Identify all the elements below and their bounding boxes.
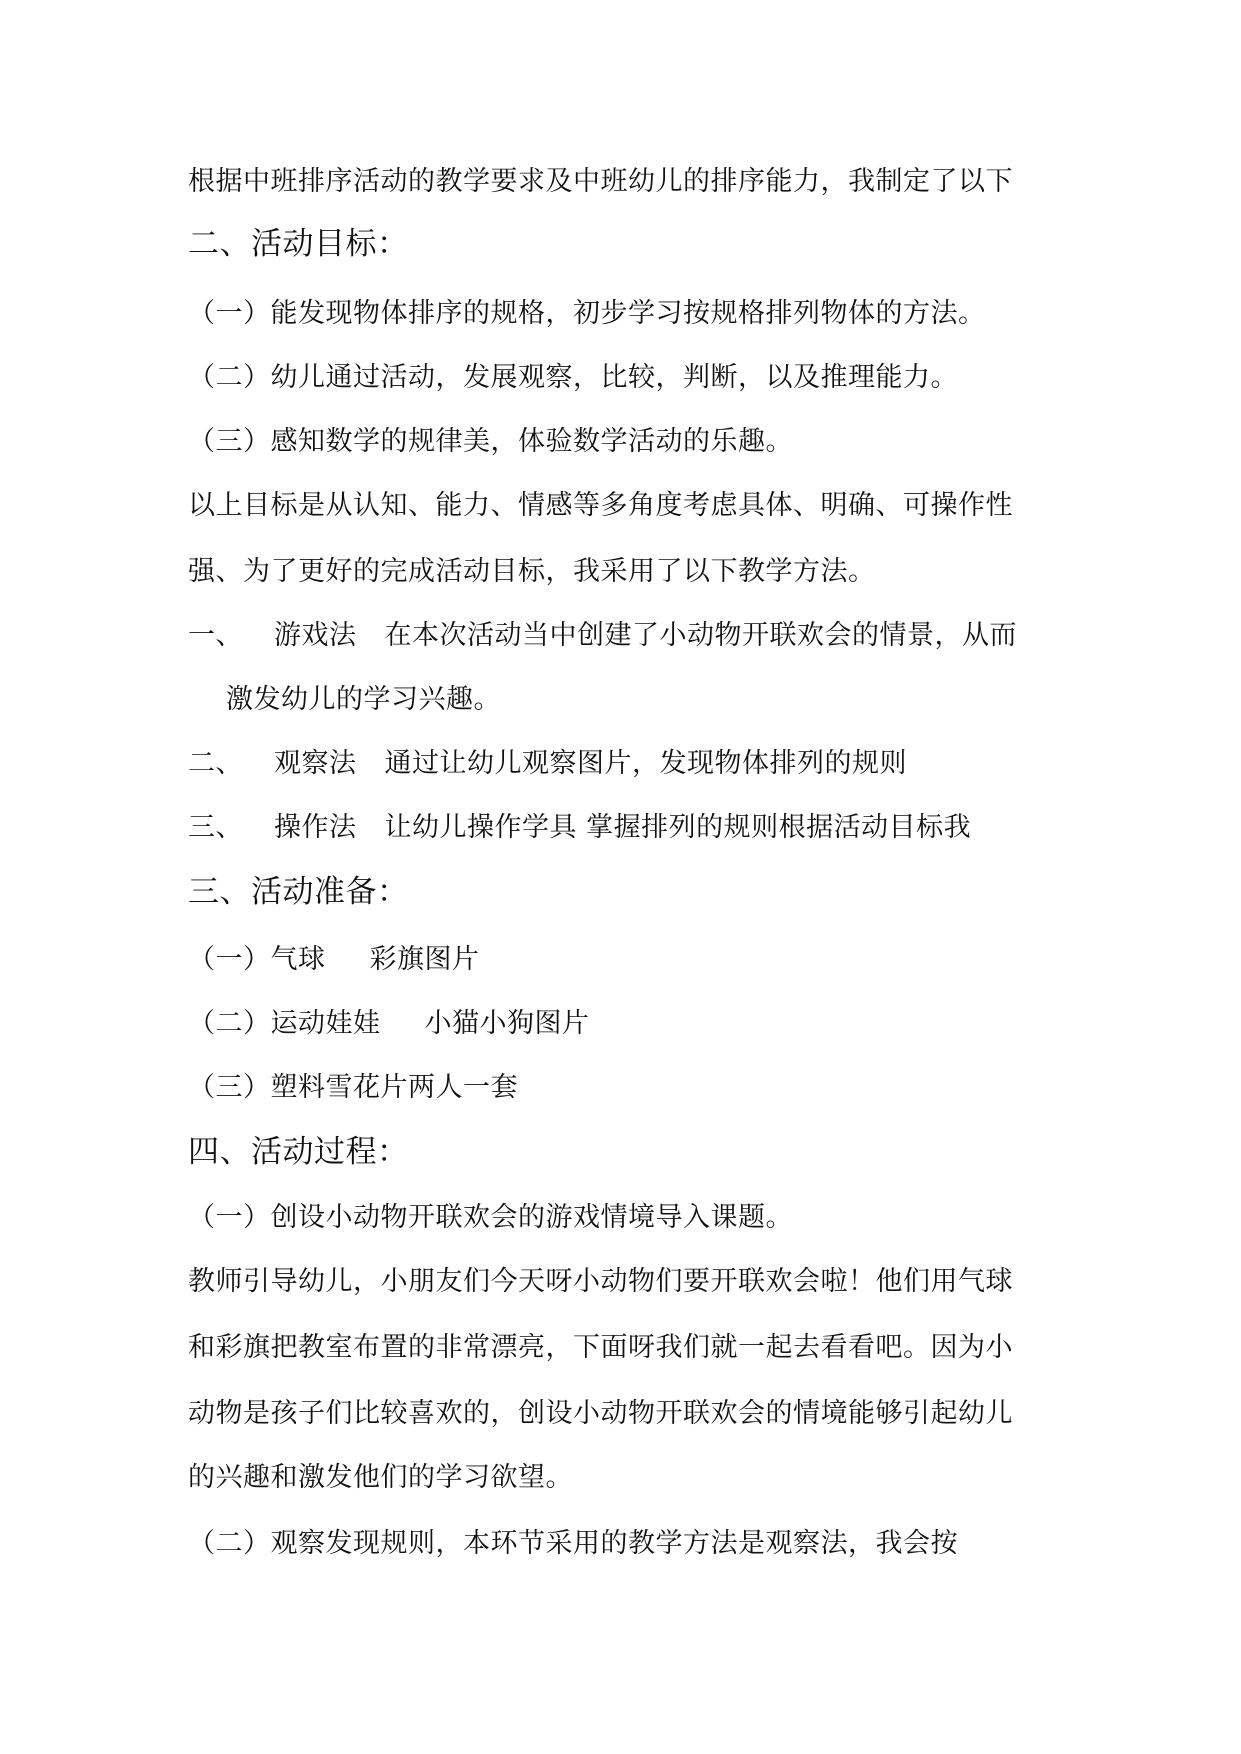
intro-line: 根据中班排序活动的教学要求及中班幼儿的排序能力，我制定了以下 bbox=[188, 166, 1013, 197]
goal-2-text: 幼儿通过活动，发展观察，比较，判断，以及推理能力。 bbox=[270, 362, 958, 393]
prep-item-2-b: 小猫小狗图片 bbox=[424, 1008, 590, 1039]
summary-line-2: 强、为了更好的完成活动目标，我采用了以下教学方法。 bbox=[188, 556, 876, 587]
prep-item-3 bbox=[188, 1070, 518, 1106]
prep-item-2-number: （二） bbox=[188, 1008, 271, 1039]
prep-item-1-b: 彩旗图片 bbox=[369, 944, 480, 975]
step-2: （二）观察发现规则，本环节采用的教学方法是观察法，我会按 bbox=[188, 1528, 958, 1559]
goal-2-number: （二） bbox=[188, 362, 271, 393]
step-1 bbox=[188, 1200, 793, 1236]
method-1-name: 游戏法 bbox=[274, 620, 357, 651]
method-2-text: 通过让幼儿观察图片，发现物体排列的规则 bbox=[384, 748, 907, 779]
prep-item-1 bbox=[188, 942, 480, 978]
step-1-text: 创设小动物开联欢会的游戏情境导入课题。 bbox=[270, 1202, 793, 1233]
goal-3-text: 感知数学的规律美，体验数学活动的乐趣。 bbox=[270, 426, 793, 457]
paragraph-line-2: 和彩旗把教室布置的非常漂亮，下面呀我们就一起去看看吧。因为小 bbox=[188, 1332, 1013, 1363]
method-1 bbox=[188, 618, 1017, 654]
paragraph-line-4: 的兴趣和激发他们的学习欲望。 bbox=[188, 1462, 573, 1493]
method-2 bbox=[188, 746, 907, 782]
method-1-number: 一、 bbox=[188, 620, 243, 651]
section-4-title: 四、活动过程： bbox=[188, 1134, 409, 1170]
step-1-number: （一） bbox=[188, 1202, 271, 1233]
goal-3 bbox=[188, 424, 793, 460]
method-3-name: 操作法 bbox=[274, 812, 357, 843]
method-1-text: 在本次活动当中创建了小动物开联欢会的情景，从而 bbox=[384, 620, 1017, 651]
method-3 bbox=[188, 810, 971, 846]
method-2-number: 二、 bbox=[188, 748, 243, 779]
method-3-text: 让幼儿操作学具 掌握排列的规则根据活动目标我 bbox=[384, 812, 972, 843]
method-1-continuation: 激发幼儿的学习兴趣。 bbox=[226, 684, 501, 715]
goal-1 bbox=[188, 296, 986, 332]
goal-3-number: （三） bbox=[188, 426, 271, 457]
prep-item-2-a: 运动娃娃 bbox=[270, 1008, 381, 1039]
prep-item-3-a: 塑料雪花片两人一套 bbox=[270, 1072, 518, 1103]
goal-1-text: 能发现物体排序的规格，初步学习按规格排列物体的方法。 bbox=[270, 298, 986, 329]
goal-1-number: （一） bbox=[188, 298, 271, 329]
paragraph-line-3: 动物是孩子们比较喜欢的，创设小动物开联欢会的情境能够引起幼儿 bbox=[188, 1398, 1013, 1429]
prep-item-1-a: 气球 bbox=[270, 944, 326, 975]
summary-line-1: 以上目标是从认知、能力、情感等多角度考虑具体、明确、可操作性 bbox=[188, 490, 1013, 521]
prep-item-3-number: （三） bbox=[188, 1072, 271, 1103]
goal-2 bbox=[188, 360, 958, 396]
prep-item-2 bbox=[188, 1006, 590, 1042]
prep-item-1-number: （一） bbox=[188, 944, 271, 975]
method-3-number: 三、 bbox=[188, 812, 243, 843]
section-3-title: 三、活动准备： bbox=[188, 874, 409, 910]
paragraph-line-1: 教师引导幼儿，小朋友们今天呀小动物们要开联欢会啦！他们用气球 bbox=[188, 1266, 1013, 1297]
method-2-name: 观察法 bbox=[274, 748, 357, 779]
section-2-title: 二、活动目标： bbox=[188, 226, 409, 262]
